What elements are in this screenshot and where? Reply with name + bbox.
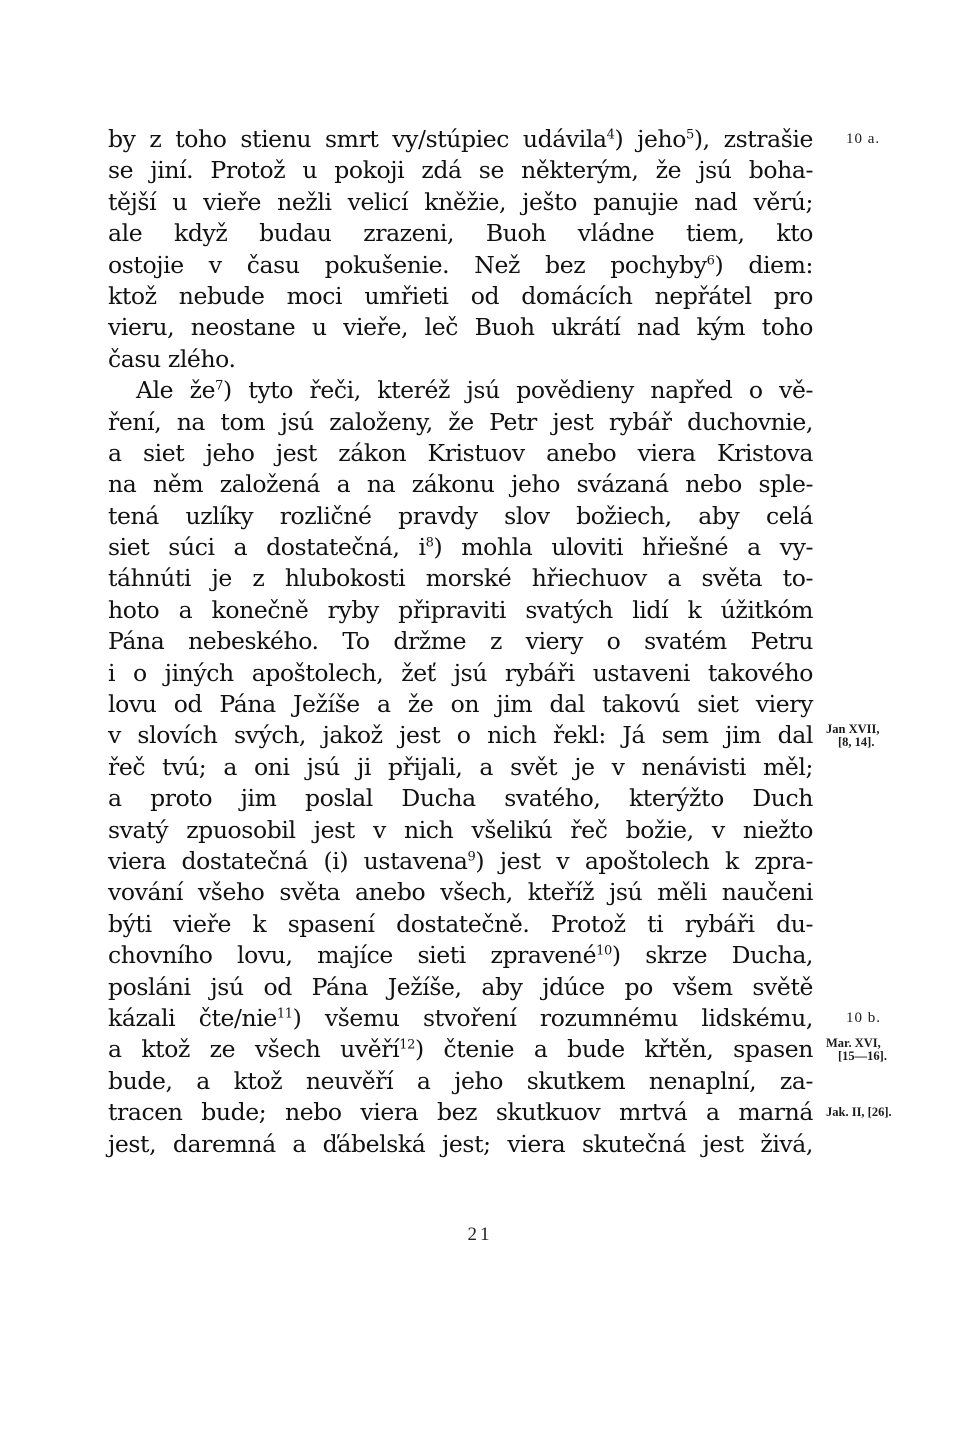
text-segment: viera dostatečná (i) ustavena: [108, 846, 468, 875]
margin-note: [826, 1106, 892, 1119]
footnote-marker: 7: [215, 378, 224, 394]
text-segment: v slovích svých, jakož jest o nich řekl: Já sem jim dal: [108, 721, 813, 750]
text-line: [108, 1034, 813, 1065]
text-line: [108, 187, 813, 218]
text-line: [108, 532, 813, 563]
text-line: [108, 1003, 813, 1034]
text-line: [108, 469, 813, 500]
text-line: [108, 626, 813, 657]
text-line: [108, 563, 813, 594]
text-segment: ) diem:: [714, 250, 813, 279]
text-segment: času zlého.: [108, 344, 236, 373]
margin-note-text: Jan XVII,: [826, 721, 880, 736]
text-line: [108, 877, 813, 908]
text-segment: tená uzlíky rozličné pravdy slov božiech, aby celá: [108, 501, 813, 530]
margin-references: [826, 124, 946, 1224]
margin-note-text: Mar. XVI,: [826, 1035, 881, 1050]
text-line: [108, 720, 813, 751]
text-segment: tější u vieře nežli velicí kněžie, ješto panujie nad věrú;: [108, 187, 813, 216]
text-segment: jest, daremná a ďábelská jest; viera skutečná jest živá,: [108, 1129, 813, 1158]
text-line: [108, 124, 813, 155]
text-segment: vování všeho světa anebo všech, kteříž jsú měli naučeni: [108, 878, 813, 907]
margin-note-text: 10 a.: [846, 131, 881, 147]
text-line: [108, 281, 813, 312]
text-line: [108, 1066, 813, 1097]
text-line: [108, 438, 813, 469]
margin-note: [826, 1037, 887, 1063]
text-segment: kázali čte/nie: [108, 1003, 277, 1032]
text-line: [108, 218, 813, 249]
footnote-marker: 4: [606, 127, 615, 143]
text-segment: býti vieře k spasení dostatečně. Protož ti rybáři du-: [108, 909, 813, 938]
text-segment: se jiní. Protož u pokoji zdá se některým, že jsú boha-: [108, 156, 813, 185]
text-line: [108, 344, 813, 375]
text-segment: ) čtenie a bude křtěn, spasen: [414, 1035, 813, 1064]
text-line: [108, 1129, 813, 1160]
text-line: [108, 501, 813, 532]
text-segment: posláni jsú od Pána Ježíše, aby jdúce po všem světě: [108, 972, 813, 1001]
text-segment: ) jest v apoštolech k zpra-: [475, 846, 813, 875]
text-segment: a ktož ze všech uvěří: [108, 1035, 400, 1064]
text-line: [108, 1097, 813, 1128]
text-line: [108, 909, 813, 940]
margin-note-text: Jak. II, [26].: [826, 1105, 892, 1120]
text-segment: tracen bude; nebo viera bez skutkuov mrtvá a marná: [108, 1098, 813, 1127]
text-segment: bude, a ktož neuvěří a jeho skutkem nenaplní, za-: [108, 1066, 813, 1095]
text-line: [108, 689, 813, 720]
footnote-marker: 12: [399, 1037, 415, 1053]
text-line: [108, 846, 813, 877]
text-segment: ření, na tom jsú založeny, že Petr jest rybář duchovnie,: [108, 407, 813, 436]
text-segment: svatý zpuosobil jest v nich všelikú řeč božie, v niežto: [108, 815, 813, 844]
footnote-marker: 5: [686, 127, 694, 143]
text-line: [108, 375, 813, 406]
text-segment: ostojie v času pokušenie. Než bez pochyby: [108, 250, 707, 279]
page-number: 21: [467, 1224, 493, 1245]
text-line: [108, 972, 813, 1003]
footnote-marker: 6: [706, 253, 715, 269]
text-line: [108, 815, 813, 846]
text-segment: táhnúti je z hlubokosti morské hřiechuov a světa to-: [108, 564, 813, 593]
text-segment: ale když budau zrazeni, Buoh vládne tiem, kto: [108, 219, 813, 248]
text-line: [108, 658, 813, 689]
text-segment: ) mohla uloviti hřiešné a vy-: [433, 533, 813, 562]
footnote-marker: 8: [425, 535, 434, 551]
margin-note-subtext: [15—16].: [838, 1048, 887, 1063]
text-segment: chovního lovu, majíce sieti zpravené: [108, 941, 597, 970]
margin-note-text: 10 b.: [846, 1010, 881, 1027]
text-segment: hoto a konečně ryby připraviti svatých lidí k úžitkóm: [108, 595, 813, 624]
text-segment: Ale že: [136, 376, 216, 405]
text-segment: na něm založená a na zákonu jeho svázaná nebo sple-: [108, 470, 813, 499]
text-segment: ) skrze Ducha,: [611, 941, 813, 970]
text-segment: lovu od Pána Ježíše a že on jim dal takovú siet viery: [108, 690, 813, 719]
text-line: [108, 595, 813, 626]
text-segment: ktož nebude moci umřieti od domácích nepřátel pro: [108, 281, 813, 310]
text-line: [108, 752, 813, 783]
margin-note: [846, 133, 880, 146]
text-segment: ), zstrašie: [693, 125, 814, 153]
text-segment: by z toho stienu smrt vy/stúpiec udávila: [108, 125, 607, 153]
text-segment: ) všemu stvoření rozumnému lidskému,: [292, 1003, 813, 1032]
text-line: [108, 250, 813, 281]
text-line: [108, 312, 813, 343]
text-line: [108, 783, 813, 814]
text-segment: řeč tvú; a oni jsú ji přijali, a svět je v nenávisti měl;: [108, 752, 813, 781]
margin-note: [826, 723, 880, 749]
margin-note: [846, 1012, 881, 1025]
text-segment: siet súci a dostatečná, i: [108, 533, 426, 562]
text-line: [108, 407, 813, 438]
text-line: [108, 940, 813, 971]
text-segment: a siet jeho jest zákon Kristuov anebo viera Kristova: [108, 438, 813, 467]
footnote-marker: 9: [467, 849, 476, 865]
text-segment: ) tyto řeči, kteréž jsú povědieny napřed o vě-: [223, 376, 813, 405]
footnote-marker: 10: [596, 943, 612, 959]
margin-note-subtext: [8, 14].: [838, 734, 875, 749]
text-segment: Pána nebeského. To držme z viery o svatém Petru: [108, 627, 813, 656]
footnote-marker: 11: [276, 1006, 293, 1022]
text-segment: i o jiných apoštolech, žeť jsú rybáři ustaveni takového: [108, 658, 813, 687]
text-segment: vieru, neostane u vieře, leč Buoh ukrátí nad kým toho: [108, 313, 813, 342]
text-segment: ) jeho: [614, 125, 687, 153]
text-segment: a proto jim poslal Ducha svatého, kterýžto Duch: [108, 784, 813, 813]
main-text: [108, 124, 813, 1160]
text-line: [108, 155, 813, 186]
